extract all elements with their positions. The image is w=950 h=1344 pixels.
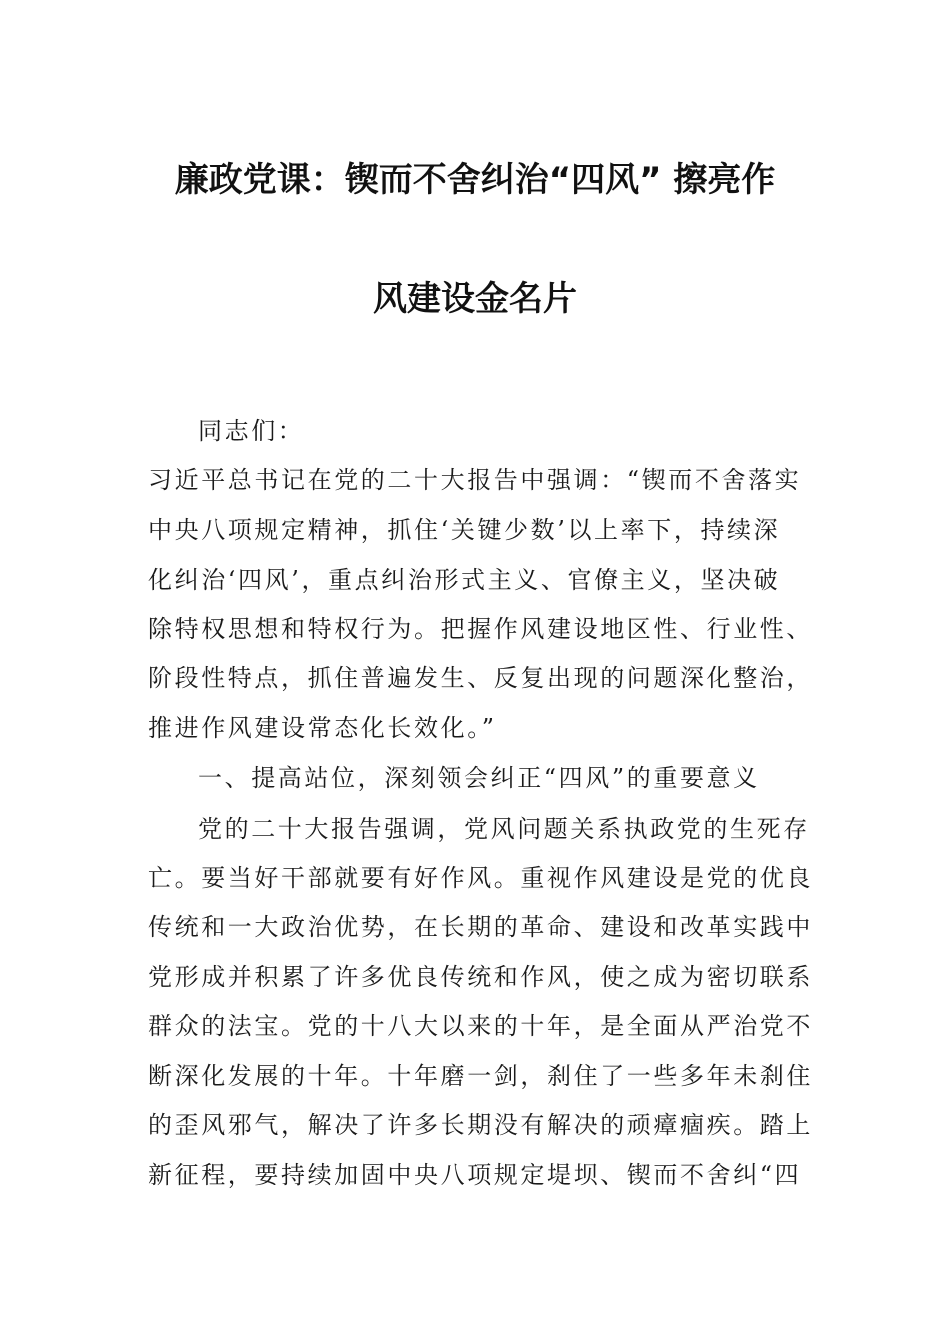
document-title-line-2: 风建设金名片 — [373, 279, 577, 319]
paragraph-2-line-8: 新征程，要持续加固中央八项规定堤坝、锲而不舍纠“四 — [148, 1161, 802, 1189]
paragraph-1-line-6: 推进作风建设常态化长效化。” — [148, 714, 497, 742]
paragraph-2-line-2: 亡。要当好干部就要有好作风。重视作风建设是党的优良 — [148, 864, 813, 892]
document-title-line-1: 廉政党课：锲而不舍纠治“四风” 擦亮作 — [174, 160, 776, 200]
paragraph-1-line-5: 阶段性特点，抓住普遍发生、反复出现的问题深化整治， — [148, 664, 813, 692]
paragraph-1-line-2: 中央八项规定精神，抓住‘关键少数’以上率下，持续深 — [148, 516, 781, 544]
salutation: 同志们： — [198, 417, 305, 445]
paragraph-2-line-5: 群众的法宝。党的十八大以来的十年，是全面从严治党不 — [148, 1012, 813, 1040]
paragraph-2-line-4: 党形成并积累了许多优良传统和作风，使之成为密切联系 — [148, 963, 813, 991]
section-1-heading: 一、提高站位，深刻领会纠正“四风”的重要意义 — [198, 764, 760, 792]
paragraph-2-line-6: 断深化发展的十年。十年磨一剑，刹住了一些多年未刹住 — [148, 1062, 813, 1090]
paragraph-1-line-3: 化纠治‘四风’，重点纠治形式主义、官僚主义，坚决破 — [148, 566, 781, 594]
paragraph-1-line-4: 除特权思想和特权行为。把握作风建设地区性、行业性、 — [148, 615, 813, 643]
paragraph-2-line-3: 传统和一大政治优势，在长期的革命、建设和改革实践中 — [148, 913, 813, 941]
paragraph-2-line-1: 党的二十大报告强调，党风问题关系执政党的生死存 — [198, 815, 810, 843]
paragraph-2-line-7: 的歪风邪气，解决了许多长期没有解决的顽瘴痼疾。踏上 — [148, 1111, 813, 1139]
paragraph-1-line-1: 习近平总书记在党的二十大报告中强调：“锲而不舍落实 — [148, 466, 802, 494]
